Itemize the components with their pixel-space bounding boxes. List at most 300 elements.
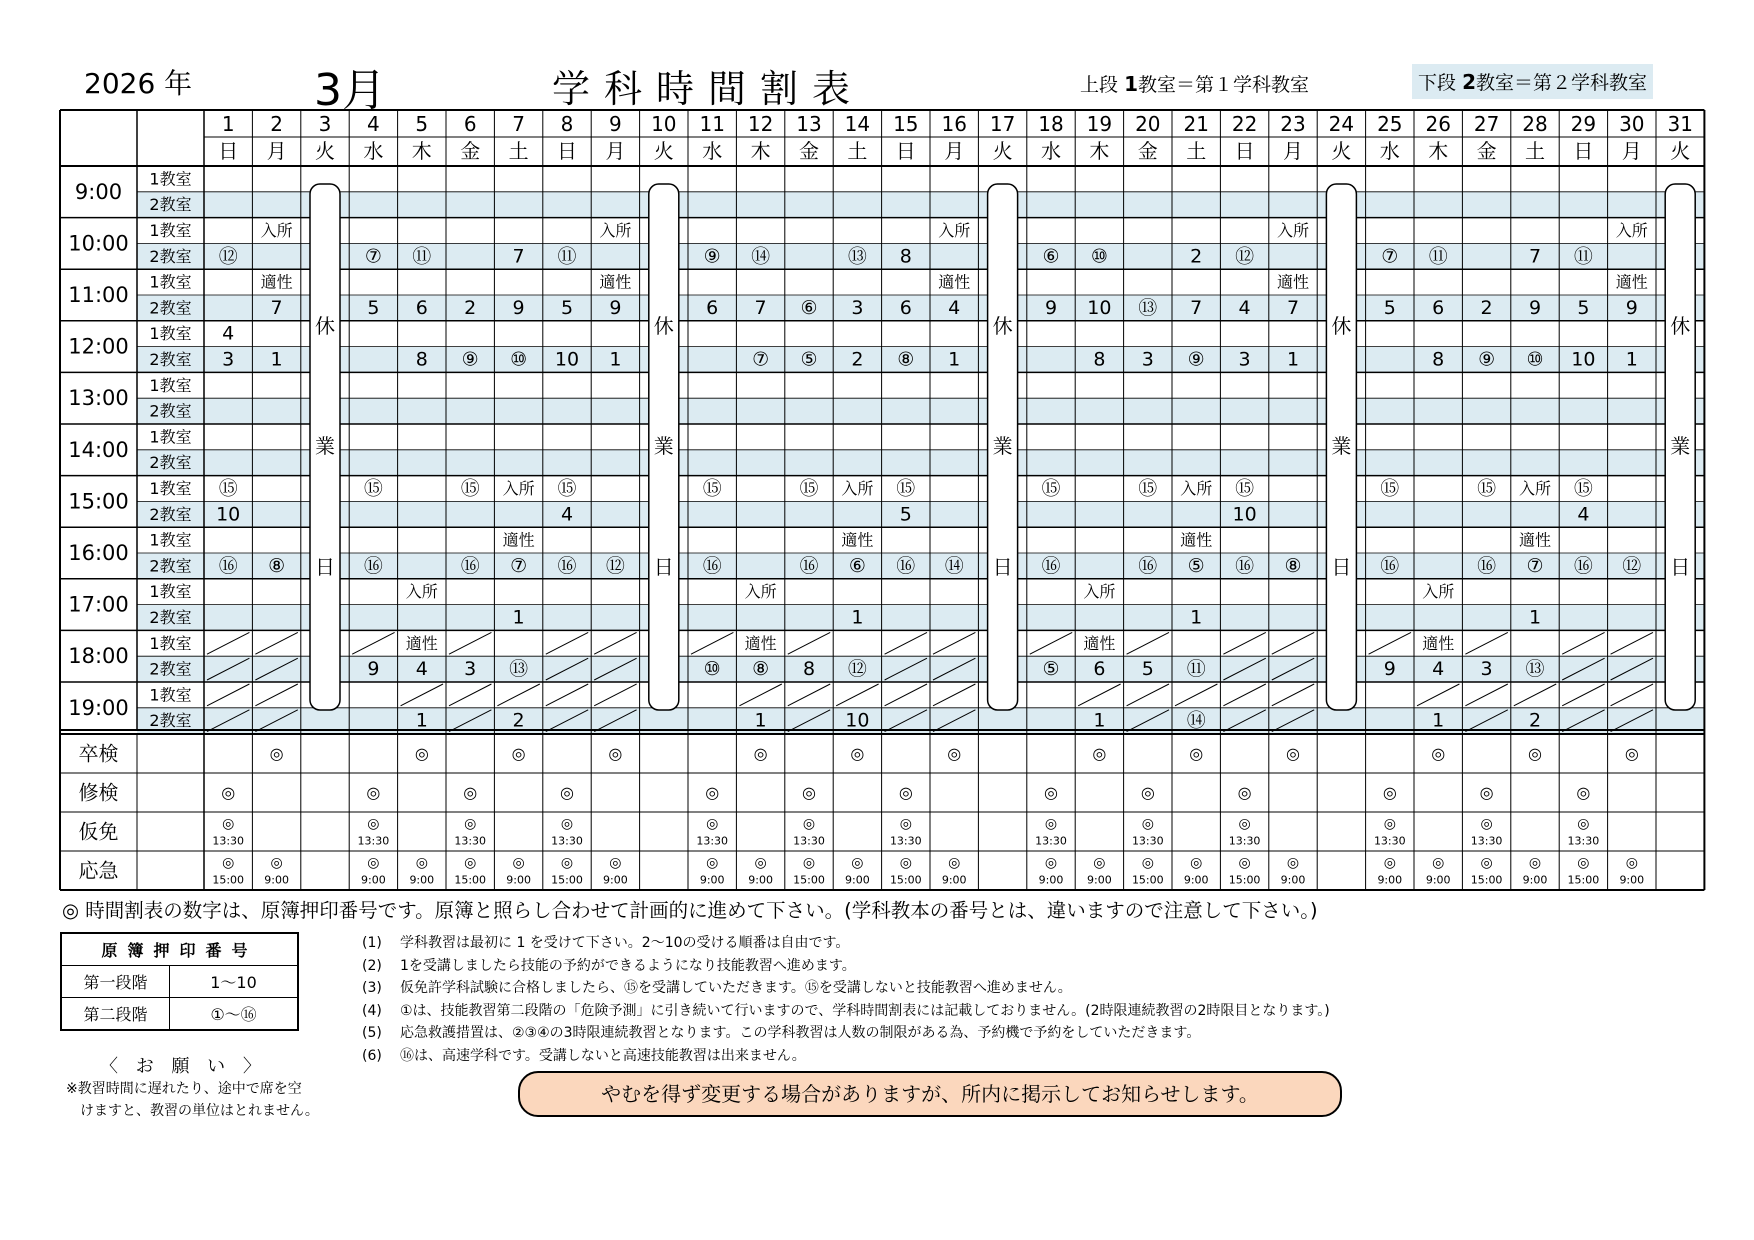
unavailable-slash [933,684,975,706]
provisional-license-mark: ◎ [899,816,912,832]
lesson-number: ⑤ [1187,554,1205,577]
room1-label: 1教室 [149,685,192,705]
lesson-number: ⑦ [1526,554,1544,577]
lesson-number: 6 [415,296,428,319]
holiday-label: 休 [992,314,1013,338]
lesson-number: 2 [512,709,525,732]
legend-lower-label: 下段 [1418,72,1457,94]
provisional-license-time: 13:30 [454,834,487,848]
unavailable-slash [1514,684,1556,706]
lesson-number: 7 [1286,296,1300,319]
unavailable-slash [594,632,636,654]
provisional-license-mark: ◎ [464,816,477,832]
lesson-number: 入所 [841,479,874,498]
page-title: 学科時間割表 [552,67,865,111]
notes-list [362,932,1330,1067]
provisional-license-time: 13:30 [793,834,825,848]
unavailable-slash [788,632,830,654]
stamp-stage-1-label: 第一段階 [61,966,170,998]
first-aid-time: 9:00 [1280,873,1306,887]
stamp-number-table [60,932,299,1031]
lesson-number: ⑨ [1478,348,1496,371]
lesson-number: 入所 [502,479,535,498]
first-aid-mark: ◎ [464,855,477,871]
first-aid-time: 15:00 [793,873,825,887]
note-number: (5) [362,1025,382,1041]
weekday-label: 土 [847,139,868,163]
weekday-label: 木 [750,139,771,163]
weekday-label: 水 [702,139,723,163]
room2-label: 2教室 [149,504,192,524]
completion-exam-mark: ◎ [366,783,381,802]
unavailable-slash [449,632,491,654]
day-number: 28 [1522,112,1548,136]
room1-label: 1教室 [149,221,192,240]
room1-label: 1教室 [149,427,192,447]
provisional-license-time: 13:30 [1035,834,1067,848]
weekday-label: 土 [1525,139,1545,163]
lesson-number: ⑮ [557,477,577,500]
time-label: 11:00 [68,283,129,307]
day-number: 22 [1231,112,1258,136]
lesson-number: 5 [899,503,912,526]
graduation-exam-mark: ◎ [1431,744,1446,763]
day-number: 24 [1328,112,1355,136]
lesson-number: 10 [554,348,580,371]
provisional-license-mark: ◎ [1577,816,1590,832]
provisional-license-time: 13:30 [889,834,922,848]
lesson-number: ⑬ [847,245,867,268]
unavailable-slash [255,632,297,654]
room2-row-shade [137,605,1704,631]
weekday-label: 土 [508,139,529,163]
stamp-stage-2-value: ①～⑯ [170,998,299,1031]
unavailable-slash [546,684,588,706]
provisional-license-mark: ◎ [560,816,574,832]
legend-upper-text: 教室＝第１学科教室 [1137,74,1309,96]
lesson-number: ⑯ [1477,554,1497,577]
lesson-number: 2 [464,296,477,319]
unavailable-slash [1223,684,1265,706]
lesson-number: ⑪ [557,245,577,268]
provisional-license-time: 13:30 [1228,834,1261,848]
first-aid-mark: ◎ [1528,855,1542,871]
lesson-number: ⑩ [1090,245,1108,268]
lesson-number: 1 [1528,606,1542,629]
first-aid-time: 15:00 [454,873,487,887]
lesson-number: ⑦ [364,245,382,268]
lesson-number: 9 [367,658,380,681]
lesson-number: ⑤ [800,348,818,371]
graduation-exam-mark: ◎ [1286,744,1300,763]
first-aid-time: 15:00 [551,873,583,887]
unavailable-slash [1030,632,1072,654]
weekday-label: 木 [1089,139,1110,163]
unavailable-slash [546,632,588,654]
lesson-number: 9 [1528,296,1542,319]
lesson-number: ⑭ [751,245,771,268]
lesson-number: 10 [845,709,870,732]
first-aid-mark: ◎ [1093,855,1106,871]
graduation-exam-mark: ◎ [608,744,623,763]
holiday-label: 業 [1331,434,1352,458]
lesson-number: ⑦ [1381,245,1399,268]
weekday-label: 日 [1573,139,1594,163]
lesson-number: 10 [216,503,241,526]
room2-label: 2教室 [149,608,192,627]
lesson-number: 4 [222,322,235,345]
completion-exam-mark: ◎ [463,783,478,802]
legend-lower-text: 教室＝第２学科教室 [1475,72,1647,94]
note-text: ⑯は、高速学科です。受講しないと高速技能教習は出来ません。 [400,1047,806,1064]
request-line: ※教習時間に遅れたり、途中で席を空 [66,1081,302,1097]
note-number: (6) [362,1047,382,1064]
room2-row-shade [137,398,1704,424]
lesson-number: 5 [1577,296,1590,319]
weekday-label: 火 [653,139,674,163]
day-number: 18 [1038,112,1064,136]
lesson-number: ⑫ [605,554,625,577]
first-aid-mark: ◎ [609,855,622,871]
lesson-number: 8 [415,348,428,371]
lesson-number: 4 [948,296,961,319]
provisional-license-mark: ◎ [1044,816,1058,832]
lesson-number: ⑮ [1380,477,1400,500]
room1-label: 1教室 [149,272,192,292]
time-label: 13:00 [68,386,129,411]
unavailable-slash [1562,632,1604,654]
first-aid-time: 9:00 [1038,873,1064,887]
lesson-number: 9 [1625,296,1638,319]
weekday-label: 日 [1234,139,1255,163]
time-label: 16:00 [68,541,129,565]
first-aid-mark: ◎ [1577,855,1590,871]
graduation-exam-mark: ◎ [414,744,429,763]
lesson-number: ⑫ [847,658,867,681]
day-number: 8 [560,112,574,136]
first-aid-time: 9:00 [1522,873,1548,887]
room2-row-shade [137,501,1704,527]
unavailable-slash [1417,684,1459,706]
first-aid-mark: ◎ [1480,855,1493,871]
first-aid-time: 9:00 [1377,873,1403,887]
lesson-number: ⑮ [799,477,819,500]
holiday-label: 業 [653,434,674,458]
lesson-number: ⑩ [510,348,528,371]
first-aid-mark: ◎ [367,855,380,871]
lesson-number: ⑪ [1573,245,1593,268]
provisional-license-mark: ◎ [802,816,816,832]
room2-row-shade [137,450,1704,476]
lesson-number: 2 [1528,709,1542,732]
lesson-number: 適性 [1422,633,1455,653]
lesson-number: ⑦ [510,554,528,577]
lesson-number: 8 [1093,348,1106,371]
day-number: 4 [367,112,380,136]
unavailable-slash [255,684,297,706]
lesson-number: 適性 [1518,530,1552,550]
first-aid-time: 9:00 [264,873,289,887]
first-aid-mark: ◎ [1141,855,1154,871]
room1-label: 1教室 [149,582,192,602]
note-text: ①は、技能教習第二段階の「危険予測」に引き続いて行いますので、学科時間割表には記載しておりません。(2時限連続教習の2時限目となります。) [400,1002,1330,1019]
lesson-number: ⑫ [1622,554,1642,577]
weekday-label: 火 [992,139,1013,163]
first-aid-time: 15:00 [1131,873,1164,887]
weekday-label: 日 [557,139,577,163]
first-aid-mark: ◎ [1044,855,1058,871]
timetable-note: ◎ 時間割表の数字は、原簿押印番号です。原簿と照らし合わせて計画的に進めて下さい。(学科教本の番号とは、違いますので注意して下さい。) [62,899,1318,922]
day-number: 16 [941,112,967,136]
first-aid-mark: ◎ [1432,855,1445,871]
lesson-number: 3 [851,296,864,319]
unavailable-slash [449,684,491,706]
lesson-number: 9 [609,296,622,319]
lesson-number: 3 [1141,348,1154,371]
lesson-number: ⑯ [1235,554,1255,577]
graduation-exam-mark: ◎ [947,744,962,763]
first-aid-time: 9:00 [603,873,628,887]
weekday-label: 水 [363,139,384,163]
weekday-label: 月 [605,139,626,163]
lesson-number: ⑧ [752,658,770,681]
weekday-label: 月 [1283,139,1303,163]
time-label: 9:00 [74,179,123,204]
first-aid-time: 9:00 [1425,873,1451,887]
unavailable-slash [1369,632,1411,654]
lesson-number: 4 [1577,503,1590,526]
first-aid-time: 15:00 [889,873,922,887]
lesson-number: ⑮ [1235,477,1255,500]
day-number: 12 [747,112,774,136]
time-label: 14:00 [68,437,129,462]
completion-exam-mark: ◎ [1576,783,1591,802]
lesson-number: 1 [1190,606,1203,629]
unavailable-slash [691,632,733,654]
lesson-number: 1 [1286,348,1300,371]
room2-row-shade [137,347,1704,373]
lesson-number: 3 [1480,658,1493,681]
day-number: 5 [415,112,429,136]
lesson-number: 1 [512,606,525,629]
unavailable-slash [594,684,636,706]
lesson-number: 5 [560,296,574,319]
lesson-number: 適性 [1180,530,1213,550]
provisional-license-time: 13:30 [1131,834,1164,848]
lesson-number: 4 [1238,296,1251,319]
holiday-label: 日 [315,555,335,579]
first-aid-mark: ◎ [802,855,816,871]
completion-exam-mark: ◎ [560,783,574,802]
lesson-number: ⑯ [363,554,383,577]
note-number: (4) [362,1002,382,1019]
first-aid-mark: ◎ [512,855,525,871]
holiday-label: 休 [315,314,335,338]
completion-exam-mark: ◎ [1140,783,1155,802]
day-number: 15 [893,112,919,136]
holiday-label: 日 [653,555,674,579]
time-label: 19:00 [68,695,129,720]
lesson-number: ⑯ [218,554,238,577]
day-number: 10 [651,112,677,136]
lesson-number: ⑯ [1041,554,1061,577]
lesson-number: ⑨ [703,245,721,268]
first-aid-mark: ◎ [270,855,283,871]
note-number: (3) [362,980,382,996]
unavailable-slash [885,684,927,706]
lesson-number: ⑫ [218,245,238,268]
time-label: 10:00 [68,231,129,256]
weekday-label: 火 [315,139,335,163]
lesson-number: ⑮ [1477,477,1497,500]
first-aid-mark: ◎ [560,855,574,871]
lesson-number: ⑮ [363,477,383,500]
completion-exam-mark: ◎ [1479,783,1494,802]
lesson-number: 5 [1141,658,1154,681]
lesson-number: 7 [754,296,767,319]
lesson-number: 10 [1087,296,1112,319]
holiday-label: 休 [653,314,674,338]
note-number: (1) [362,935,382,951]
room2-label: 2教室 [149,659,192,679]
lesson-number: 8 [899,245,912,268]
room1-label: 1教室 [149,530,192,550]
first-aid-time: 9:00 [506,873,531,887]
room1-label: 1教室 [149,375,192,395]
first-aid-time: 9:00 [409,873,435,887]
day-number: 7 [512,112,525,136]
first-aid-mark: ◎ [706,855,719,871]
unavailable-slash [1223,632,1265,654]
first-aid-time: 15:00 [212,873,245,887]
exam-row-label: 応急 [78,858,119,883]
room2-label: 2教室 [149,246,192,266]
lesson-number: ⑥ [848,554,866,577]
time-label: 17:00 [68,592,129,617]
unavailable-slash [788,684,830,706]
legend-upper-label: 上段 [1080,74,1119,96]
room2-row-shade [137,192,1704,218]
lesson-number: 1 [754,709,767,732]
weekday-label: 火 [1331,139,1352,163]
exam-row-label: 卒検 [78,741,119,766]
unavailable-slash [207,684,249,706]
holiday-label: 日 [992,555,1013,579]
lesson-number: 7 [270,296,283,319]
first-aid-mark: ◎ [415,855,428,871]
lesson-number: 適性 [1276,272,1310,292]
lesson-number: 適性 [260,272,293,292]
unavailable-slash [207,632,249,654]
unavailable-slash [1465,632,1507,654]
lesson-number: ⑯ [1573,554,1593,577]
lesson-number: 1 [948,348,961,371]
lesson-number: 8 [802,658,816,681]
day-number: 13 [796,112,822,136]
graduation-exam-mark: ◎ [850,744,865,763]
note-item [362,932,1330,955]
room2-label: 2教室 [149,298,192,318]
weekday-label: 日 [218,139,239,163]
first-aid-mark: ◎ [851,855,864,871]
lesson-number: ⑯ [1380,554,1400,577]
weekday-label: 月 [944,139,965,163]
note-item [362,1045,1330,1068]
graduation-exam-mark: ◎ [1189,744,1204,763]
holiday-label: 休 [1670,314,1691,338]
first-aid-mark: ◎ [1286,855,1300,871]
unavailable-slash [1127,684,1169,706]
lesson-number: ⑮ [896,477,916,500]
lesson-number: 適性 [744,633,777,653]
lesson-number: ⑪ [1428,245,1448,268]
room2-label: 2教室 [149,453,192,473]
unavailable-slash [1562,684,1604,706]
weekday-label: 木 [411,139,432,163]
lesson-number: 入所 [744,582,777,602]
room2-label: 2教室 [149,350,192,369]
day-number: 29 [1570,112,1597,136]
weekday-label: 木 [1428,139,1449,163]
room1-label: 1教室 [149,633,192,653]
lesson-number: 1 [1093,709,1106,732]
lesson-number: 4 [1432,658,1445,681]
note-number: (2) [362,957,382,974]
lesson-number: ⑧ [1284,554,1302,577]
lesson-number: ⑪ [412,245,432,268]
lesson-number: ⑭ [944,554,964,577]
lesson-number: 5 [367,296,380,319]
day-number: 3 [318,112,332,136]
provisional-license-mark: ◎ [1141,816,1154,832]
day-number: 23 [1280,112,1306,136]
lesson-number: ⑮ [1573,477,1593,500]
note-text: 応急救護措置は、②③④の3時限連続教習となります。この学科教習は人数の制限がある為、予約機で予約をしていただきます。 [400,1025,1201,1041]
first-aid-mark: ◎ [1238,855,1251,871]
lesson-number: 7 [512,245,525,268]
lesson-number: 適性 [841,530,874,550]
lesson-number: ⑩ [703,658,721,681]
lesson-number: 1 [415,709,428,732]
holiday-label: 業 [315,434,335,458]
first-aid-mark: ◎ [899,855,912,871]
holiday-label: 日 [1670,555,1691,579]
completion-exam-mark: ◎ [1237,783,1252,802]
unavailable-slash [1611,632,1653,654]
lesson-number: ⑥ [800,296,818,319]
unavailable-slash [836,684,878,706]
weekday-label: 土 [1186,139,1207,163]
lesson-number: 適性 [1083,633,1116,653]
unavailable-slash [401,684,443,706]
lesson-number: ⑫ [1235,245,1255,268]
lesson-number: 入所 [1518,479,1552,498]
lesson-number: 入所 [405,582,438,602]
first-aid-time: 15:00 [1228,873,1261,887]
lesson-number: 入所 [1615,221,1648,240]
provisional-license-time: 13:30 [357,834,390,848]
lesson-number: 適性 [405,633,438,653]
day-number: 2 [270,112,283,136]
unavailable-slash [352,632,394,654]
weekday-label: 月 [1621,139,1642,163]
day-number: 1 [221,112,235,136]
day-number: 30 [1619,112,1645,136]
unavailable-slash [1127,632,1169,654]
legend-upper-room: 1 [1124,72,1138,96]
first-aid-mark: ◎ [222,855,235,871]
day-number: 6 [463,112,477,136]
